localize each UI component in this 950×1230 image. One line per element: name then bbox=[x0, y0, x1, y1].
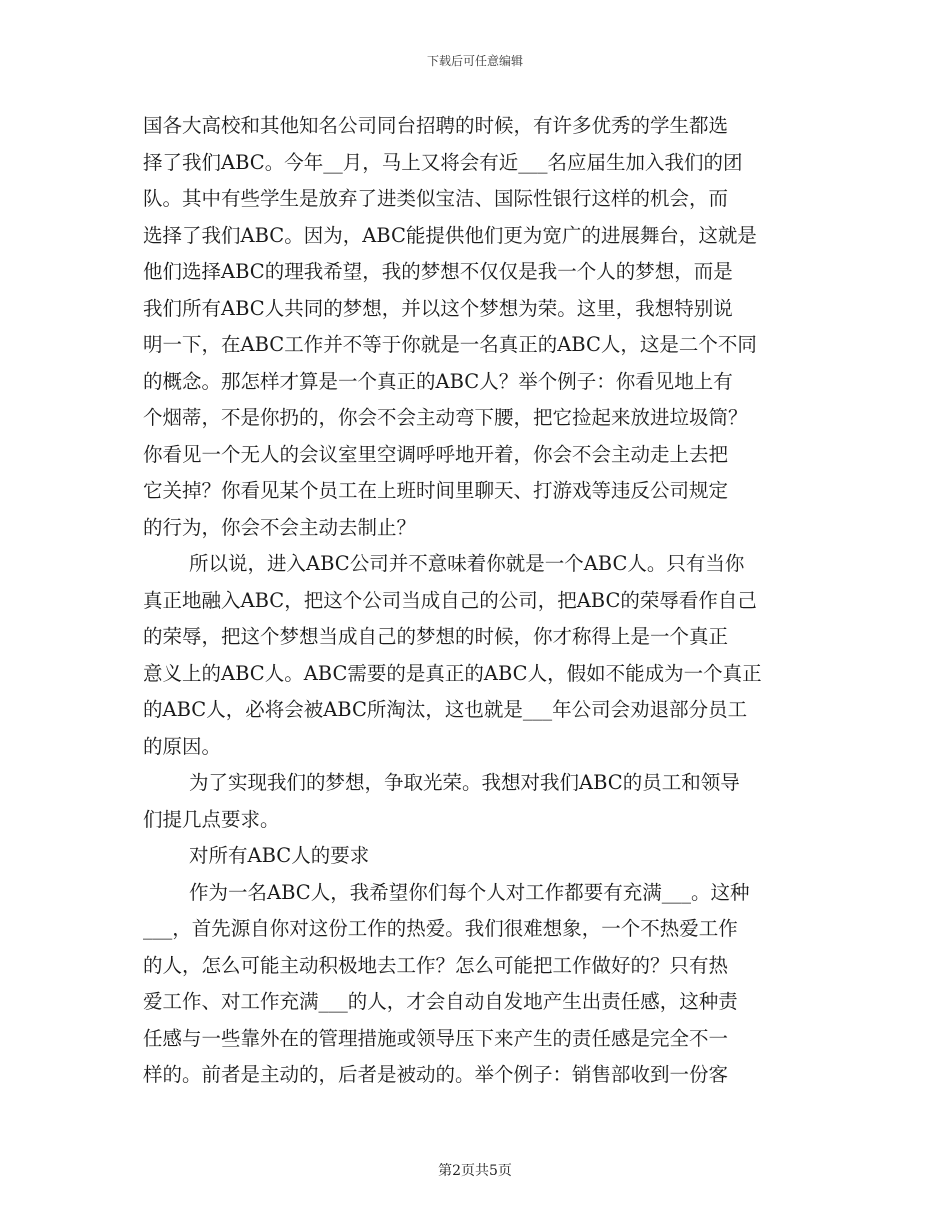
text-line: 们提几点要求。 bbox=[143, 807, 280, 831]
text-line: 我们所有ABC人共同的梦想，并以这个梦想为荣。这里，我想特别说 bbox=[143, 296, 733, 320]
text-line: 任感与一些靠外在的管理措施或领导压下来产生的责任感是完全不一 bbox=[143, 1026, 729, 1050]
text-line: 择了我们ABC。今年__月，马上又将会有近___名应届生加入我们的团 bbox=[143, 150, 743, 174]
text-line: 的荣辱，把这个梦想当成自己的梦想的时候，你才称得上是一个真正 bbox=[143, 625, 729, 648]
text-line: 样的。前者是主动的，后者是被动的。举个例子：销售部收到一份客 bbox=[143, 1063, 729, 1086]
document-body bbox=[143, 108, 808, 1094]
text-line: 他们选择ABC的理我希望，我的梦想不仅仅是我一个人的梦想，而是 bbox=[143, 260, 733, 283]
text-line: 的概念。那怎样才算是一个真正的ABC人？举个例子：你看见地上有 bbox=[143, 369, 733, 393]
text-line: 个烟蒂，不是你扔的，你会不会主动弯下腰，把它捡起来放进垃圾筒？ bbox=[143, 406, 748, 429]
text-line: 明一下，在ABC工作并不等于你就是一名真正的ABC人，这是二个不同 bbox=[143, 333, 757, 356]
text-line: ___，首先源自你对这份工作的热爱。我们很难想象，一个不热爱工作 bbox=[143, 917, 738, 940]
text-line: 选择了我们ABC。因为，ABC能提供他们更为宽广的进展舞台，这就是 bbox=[143, 223, 757, 247]
text-line: 它关掉？你看见某个员工在上班时间里聊天、打游戏等违反公司规定 bbox=[143, 479, 729, 502]
paragraph-start-line: 作为一名ABC人，我希望你们每个人对工作都要有充满___。这种 bbox=[189, 880, 750, 904]
text-line: 真正地融入ABC，把这个公司当成自己的公司，把ABC的荣辱看作自己 bbox=[143, 588, 757, 612]
text-line: 你看见一个无人的会议室里空调呼呼地开着，你会不会主动走上去把 bbox=[143, 442, 729, 466]
text-line: 的人，怎么可能主动积极地去工作？怎么可能把工作做好的？只有热 bbox=[143, 953, 729, 977]
page-header: 下载后可任意编辑 bbox=[426, 54, 523, 68]
paragraph-start-line: 对所有ABC人的要求 bbox=[189, 844, 370, 867]
text-line: 的原因。 bbox=[143, 734, 222, 758]
text-line: 队。其中有些学生是放弃了进类似宝洁、国际性银行这样的机会，而 bbox=[143, 187, 729, 210]
page-footer: 第2页共5页 bbox=[438, 1163, 512, 1179]
text-line: 国各大高校和其他知名公司同台招聘的时候，有许多优秀的学生都选 bbox=[143, 114, 729, 137]
text-line: 意义上的ABC人。ABC需要的是真正的ABC人，假如不能成为一个真正 bbox=[143, 661, 762, 685]
paragraph-start-line: 所以说，进入ABC公司并不意味着你就是一个ABC人。只有当你 bbox=[189, 552, 745, 575]
text-line: 的ABC人，必将会被ABC所淘汰，这也就是___年公司会劝退部分员工 bbox=[143, 698, 748, 721]
text-line: 爱工作、对工作充满___的人，才会自动自发地产生出责任感，这种责 bbox=[143, 990, 738, 1013]
text-line: 的行为，你会不会主动去制止？ bbox=[143, 515, 417, 539]
paragraph-start-line: 为了实现我们的梦想，争取光荣。我想对我们ABC的员工和领导 bbox=[189, 771, 740, 794]
